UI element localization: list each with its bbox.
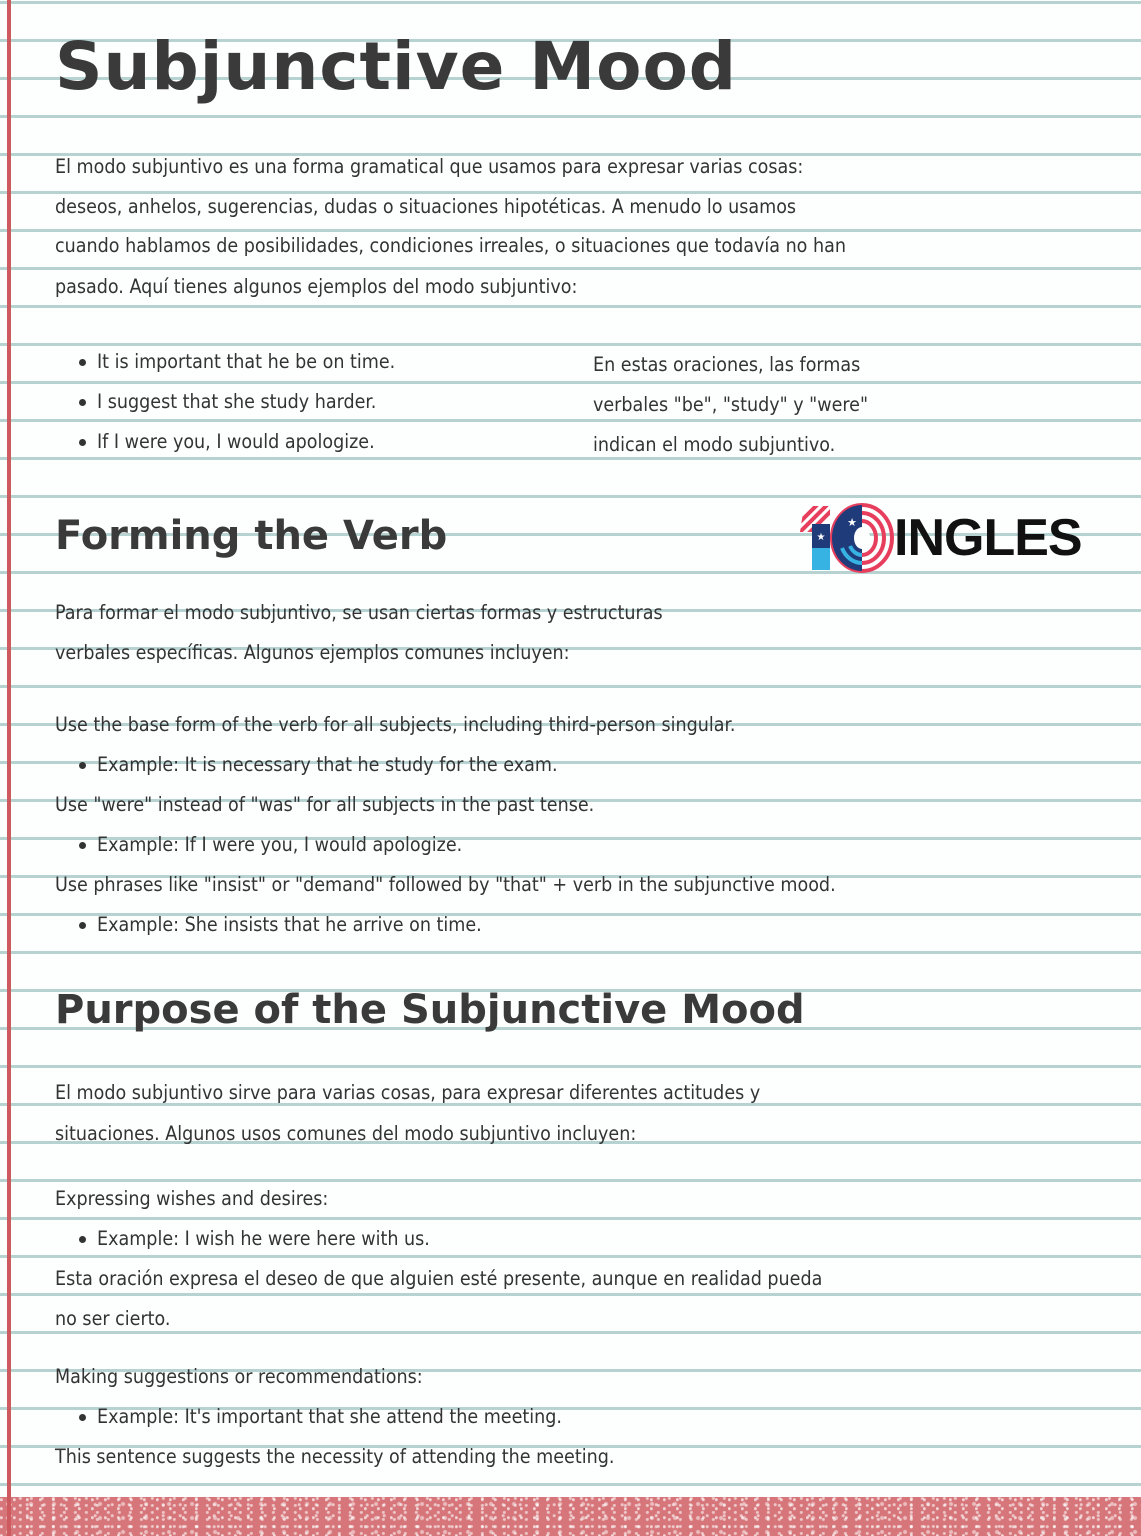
forming-rule: Use phrases like "insist" or "demand" followed by "that" + verb in the subjunctive mood. <box>55 873 836 896</box>
purpose-use-label: Expressing wishes and desires: <box>55 1187 329 1210</box>
example-note-line: indican el modo subjuntivo. <box>593 433 836 456</box>
svg-text:★: ★ <box>847 516 857 529</box>
logo-text: INGLES <box>894 509 1082 567</box>
purpose-use-explanation: no ser cierto. <box>55 1307 171 1330</box>
intro-line: El modo subjuntivo es una forma gramatical que usamos para expresar varias cosas: <box>55 155 804 178</box>
notebook-margin-line <box>7 0 11 1536</box>
example-list-item: If I were you, I would apologize. <box>97 428 375 456</box>
purpose-intro-line: situaciones. Algunos usos comunes del modo subjuntivo incluyen: <box>55 1122 637 1145</box>
purpose-intro-line: El modo subjuntivo sirve para varias cosas, para expresar diferentes actitudes y <box>55 1081 761 1104</box>
intro-line: deseos, anhelos, sugerencias, dudas o situaciones hipotéticas. A menudo lo usamos <box>55 195 797 218</box>
purpose-use-explanation: Esta oración expresa el deseo de que alguien esté presente, aunque en realidad pueda <box>55 1267 823 1290</box>
forming-rule: Use "were" instead of "was" for all subjects in the past tense. <box>55 793 595 816</box>
logo-10-icon <box>790 502 900 574</box>
purpose-use-example: Example: It's important that she attend the meeting. <box>97 1403 562 1431</box>
forming-rule-example: Example: If I were you, I would apologize. <box>97 831 462 859</box>
svg-text:★: ★ <box>816 532 826 543</box>
example-note-line: verbales "be", "study" y "were" <box>593 393 869 416</box>
example-list-item: It is important that he be on time. <box>97 348 395 376</box>
forming-intro-line: verbales específicas. Algunos ejemplos comunes incluyen: <box>55 641 570 664</box>
forming-rule: Use the base form of the verb for all subjects, including third-person singular. <box>55 713 736 736</box>
forming-intro-line: Para formar el modo subjuntivo, se usan ciertas formas y estructuras <box>55 601 663 624</box>
decorative-bottom-band <box>0 1497 1141 1536</box>
example-note-line: En estas oraciones, las formas <box>593 353 861 376</box>
forming-rule-example: Example: She insists that he arrive on time. <box>97 911 482 939</box>
purpose-use-label: Making suggestions or recommendations: <box>55 1365 423 1388</box>
purpose-use-explanation: This sentence suggests the necessity of attending the meeting. <box>55 1445 615 1468</box>
intro-line: pasado. Aquí tienes algunos ejemplos del modo subjuntivo: <box>55 275 578 298</box>
example-list-item: I suggest that she study harder. <box>97 388 376 416</box>
purpose-use-example: Example: I wish he were here with us. <box>97 1225 430 1253</box>
section-heading-purpose: Purpose of the Subjunctive Mood <box>55 987 805 1033</box>
intro-line: cuando hablamos de posibilidades, condiciones irreales, o situaciones que todavía no han <box>55 234 846 257</box>
forming-rule-example: Example: It is necessary that he study for the exam. <box>97 751 558 779</box>
page-title: Subjunctive Mood <box>55 28 738 105</box>
brand-logo <box>790 502 1095 574</box>
section-heading-forming: Forming the Verb <box>55 513 448 559</box>
